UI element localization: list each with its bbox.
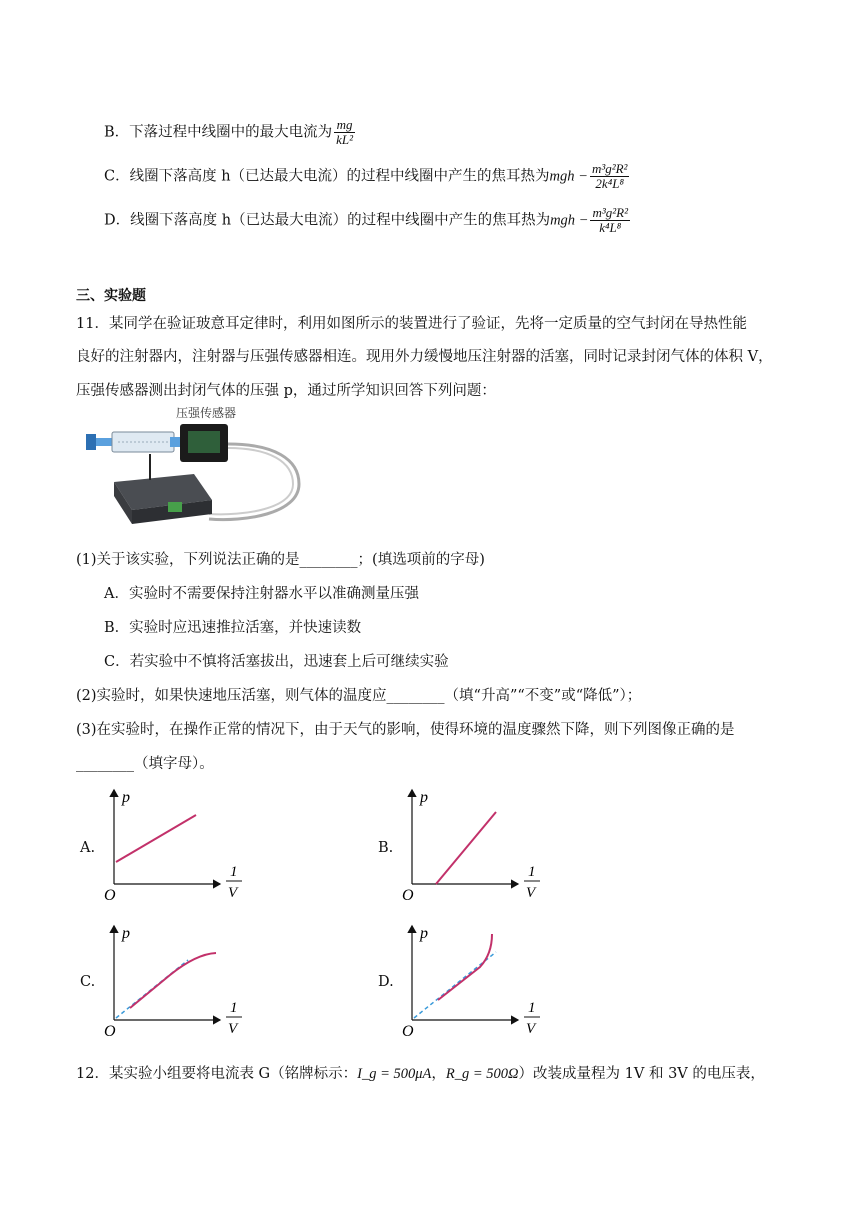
axis-y-label: p — [122, 789, 130, 806]
q11-sub1-option-b: B．实验时应迅速推拉活塞，并快速读数 — [104, 620, 362, 636]
q12-ig: I_g = 500μA — [357, 1066, 432, 1082]
origin-label: O — [104, 1023, 116, 1040]
axis-x-num: 1 — [528, 1000, 536, 1016]
q11-sub1: (1)关于该实验，下列说法正确的是________；(填选项前的字母) — [76, 552, 485, 568]
axis-y-label: p — [122, 925, 130, 942]
q11-line2: 良好的注射器内，注射器与压强传感器相连。现用外力缓慢地压注射器的活塞，同时记录封闭气体的体积 V， — [76, 349, 773, 365]
q12-line1 — [76, 1064, 765, 1084]
fraction: $\frac{\text{m³g²R²}}{\text{2k⁴L⁸}}$ — [591, 161, 628, 191]
graph-c-curve — [130, 953, 216, 1008]
axis-y-label: p — [420, 789, 428, 806]
graph-a-label: A. — [80, 840, 96, 856]
fraction: $\frac{\text{m³g²R²}}{\text{k⁴L⁸}}$ — [592, 205, 628, 235]
q11-sub3-line2: ________（填字母）。 — [76, 756, 214, 772]
section-title: 三、实验题 — [76, 288, 146, 304]
option-d — [104, 206, 630, 235]
axis-x-den: V — [526, 1021, 536, 1037]
origin-label: O — [402, 887, 414, 904]
origin-label: O — [104, 887, 116, 904]
axis-x-num: 1 — [528, 864, 536, 880]
origin-label: O — [402, 1023, 414, 1040]
axis-x-num: 1 — [230, 864, 238, 880]
graph-d-label: D. — [378, 974, 394, 990]
option-d-expr: mgh − — [550, 212, 589, 229]
axis-x-den: V — [228, 1021, 238, 1037]
option-b-label: B．下落过程中线圈中的最大电流为 — [104, 124, 333, 141]
apparatus-svg — [84, 404, 314, 534]
q12-sep: ， — [431, 1066, 446, 1082]
graph-a — [100, 784, 250, 904]
option-c-expr: mgh − — [549, 168, 588, 185]
q11-sub1-option-a: A．实验时不需要保持注射器水平以准确测量压强 — [104, 586, 419, 602]
graph-d — [398, 920, 548, 1040]
q11-sub2: (2)实验时，如果快速地压活塞，则气体的温度应________（填“升高”“不变”或“降低”）； — [76, 688, 642, 704]
graph-b-curve — [436, 812, 496, 884]
q11-line3: 压强传感器测出封闭气体的压强 p，通过所学知识回答下列问题： — [76, 383, 496, 399]
graph-a-curve — [116, 815, 196, 862]
axis-x-num: 1 — [230, 1000, 238, 1016]
q12-text-b: ）改装成量程为 1V 和 3V 的电压表， — [518, 1066, 765, 1082]
q11-sub3-line1: (3)在实验时，在操作正常的情况下，由于天气的影响，使得环境的温度骤然下降，则下列图像正确的是 — [76, 722, 735, 738]
fraction: $\frac{mg}{\text{kL²}}$ — [336, 117, 354, 147]
graph-b-label: B. — [378, 840, 394, 856]
apparatus-figure — [84, 404, 314, 534]
axis-x-den: V — [228, 885, 238, 901]
graph-d-curve — [438, 934, 492, 1000]
q11-line1: 11．某同学在验证玻意耳定律时，利用如图所示的装置进行了验证，先将一定质量的空气封闭在导热性能 — [76, 316, 747, 332]
q11-sub1-option-c: C．若实验中不慎将活塞拔出，迅速套上后可继续实验 — [104, 654, 449, 670]
axis-y-label: p — [420, 925, 428, 942]
sensor-label: 压强传感器 — [176, 406, 237, 420]
graph-c — [100, 920, 250, 1040]
axis-x-den: V — [526, 885, 536, 901]
option-c — [104, 162, 629, 191]
q12-text-a: 12．某实验小组要将电流表 G（铭牌标示： — [76, 1066, 358, 1082]
option-b — [104, 118, 355, 147]
graph-b — [398, 784, 548, 904]
option-d-label: D．线圈下落高度 h（已达最大电流）的过程中线圈中产生的焦耳热为 — [104, 212, 551, 229]
option-c-label: C．线圈下落高度 h（已达最大电流）的过程中线圈中产生的焦耳热为 — [104, 168, 550, 185]
q12-rg: R_g = 500Ω — [445, 1066, 519, 1082]
graph-c-label: C. — [80, 974, 96, 990]
